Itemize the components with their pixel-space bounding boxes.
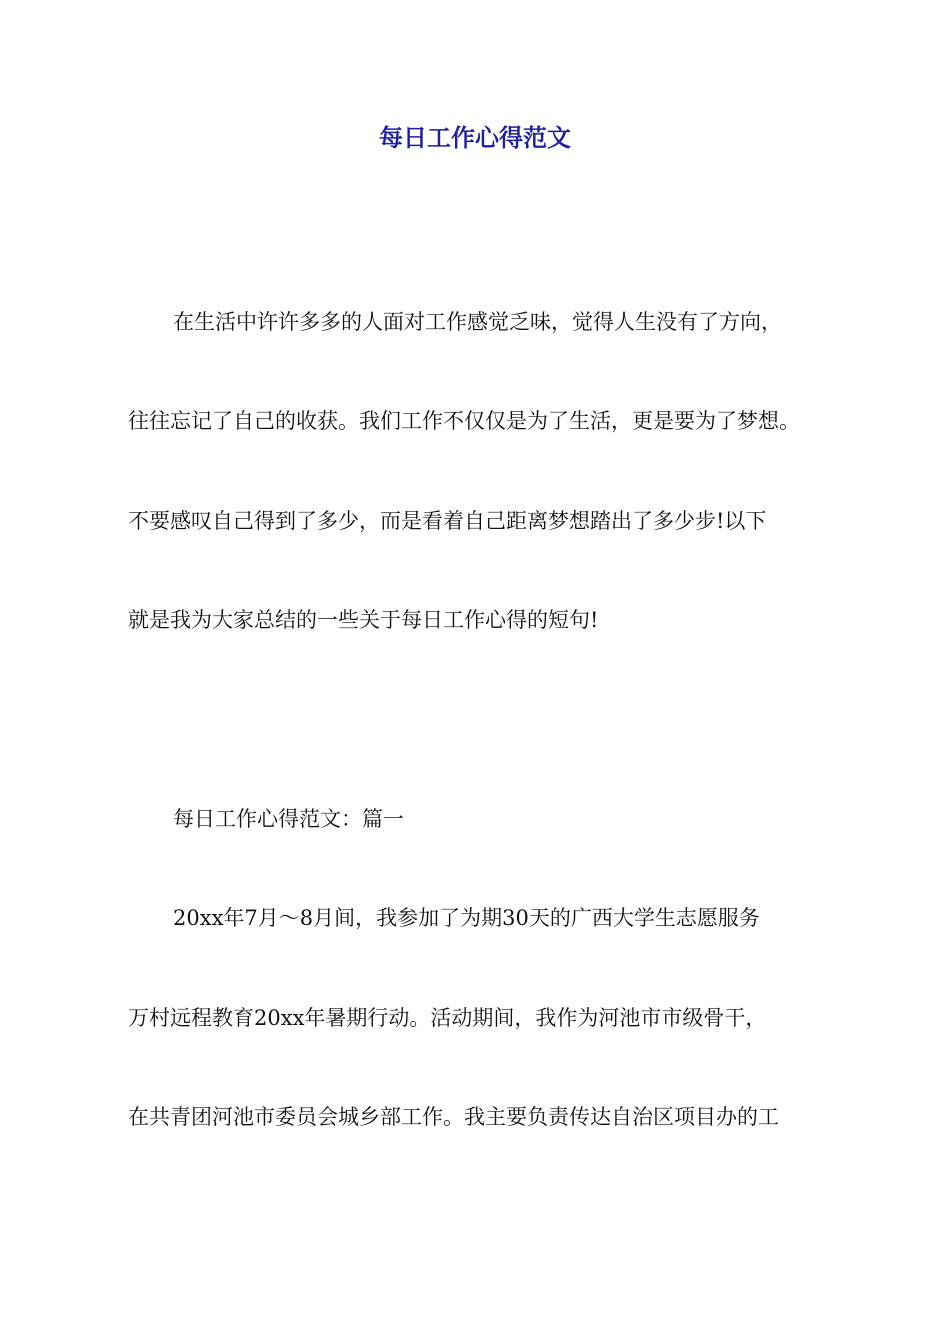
intro-line-4: 就是我为大家总结的一些关于每日工作心得的短句! [128, 608, 599, 632]
intro-line-3: 不要感叹自己得到了多少，而是看着自己距离梦想踏出了多少步!以下 [128, 509, 767, 533]
section-line-2: 万村远程教育20xx年暑期行动。活动期间，我作为河池市市级骨干， [128, 1006, 767, 1030]
document-title: 每日工作心得范文 [379, 124, 571, 152]
intro-line-1: 在生活中许许多多的人面对工作感觉乏味，觉得人生没有了方向， [173, 310, 782, 334]
section-heading: 每日工作心得范文：篇一 [173, 807, 404, 831]
intro-line-2: 往往忘记了自己的收获。我们工作不仅仅是为了生活，更是要为了梦想。 [128, 409, 800, 433]
section-line-1: 20xx年7月～8月间，我参加了为期30天的广西大学生志愿服务 [173, 906, 760, 930]
section-line-3: 在共青团河池市委员会城乡部工作。我主要负责传达自治区项目办的工 [128, 1105, 779, 1129]
